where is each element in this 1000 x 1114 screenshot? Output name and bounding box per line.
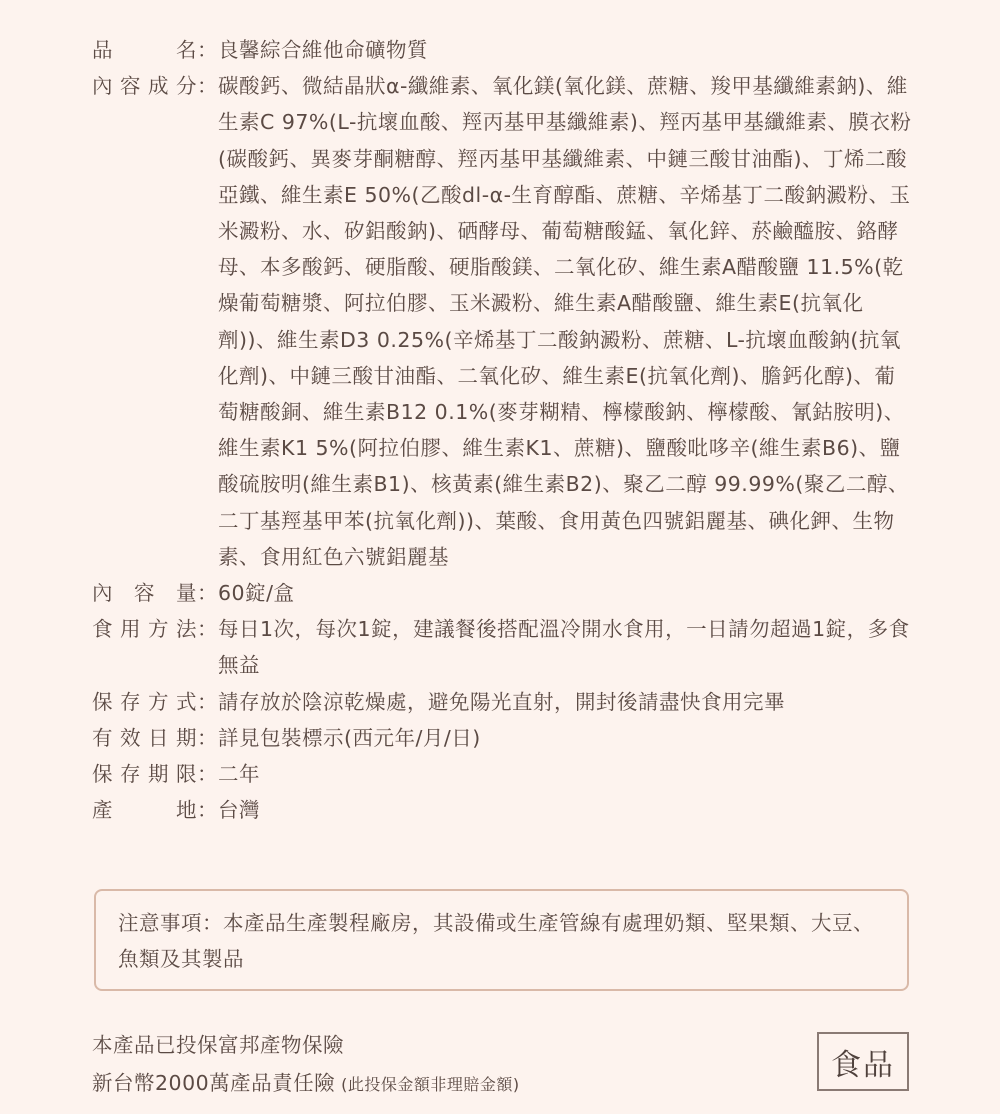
field-value: 良馨綜合維他命礦物質 (218, 38, 428, 62)
field-row: 品 名 ： 良馨綜合維他命礦物質 (92, 32, 912, 68)
field-label: 品 名 (92, 38, 197, 62)
field-label: 內 容 成 分 (92, 74, 197, 99)
insurance-line-1: 本產品已投保富邦產物保險 (92, 1033, 344, 1057)
field-row: 有 效 日 期 ： 詳見包裝標示(西元年/月/日) (92, 720, 912, 756)
field-label: 食 用 方 法 (92, 617, 197, 642)
field-label: 內 容 量 (92, 581, 197, 606)
insurance-info (92, 1026, 520, 1104)
food-category-badge: 食品 (817, 1032, 909, 1091)
field-label: 保 存 期 限 (92, 762, 197, 787)
product-info-table (92, 32, 912, 828)
field-label: 產 地 (92, 798, 197, 823)
field-value: 碳酸鈣、微結晶狀α-纖維素、氧化鎂(氧化鎂、蔗糖、羧甲基纖維素鈉)、維生素C 97%(L-抗壞血酸、羥丙基甲基纖維素)、羥丙基甲基纖維素、膜衣粉(碳酸鈣、異麥芽酮糖醇、羥丙基甲基纖維素、中鏈三酸甘油酯)、丁烯二酸亞鐵、維生素E 50%(乙酸dl-α-生育醇酯、蔗糖、辛烯基丁二酸鈉澱粉、玉米澱粉、水、矽鋁酸鈉)、硒酵母、葡萄糖酸錳、氧化鋅、菸鹼醯胺、鉻酵母、本多酸鈣、硬脂酸、硬脂酸鎂、二氧化矽、維生素A醋酸鹽 11.5%(乾燥葡萄糖漿、阿拉伯膠、玉米澱粉、維生素A醋酸鹽、維生素E(抗氧化劑))、維生素D3 0.25%(辛烯基丁二酸鈉澱粉、蔗糖、L-抗壞血酸鈉(抗氧化劑)、中鏈三酸甘油酯、二氧化矽、維生素E(抗氧化劑)、膽鈣化醇)、葡萄糖酸銅、維生素B12 0.1%(麥芽糊精、檸檬酸鈉、檸檬酸、氰鈷胺明)、維生素K1 5%(阿拉伯膠、維生素K1、蔗糖)、鹽酸吡哆辛(維生素B6)、鹽酸硫胺明(維生素B1)、核黃素(維生素B2)、聚乙二醇 99.99%(聚乙二醇、二丁基羥基甲苯(抗氧化劑))、葉酸、食用黃色四號鋁麗基、碘化鉀、生物素、食用紅色六號鋁麗基 (218, 74, 912, 569)
field-value: 60錠/盒 (218, 581, 295, 606)
field-row: 內 容 量 ： 60錠/盒 (92, 575, 912, 611)
field-row: 保 存 期 限 ： 二年 (92, 756, 912, 792)
field-value: 詳見包裝標示(西元年/月/日) (218, 725, 481, 750)
field-label: 保 存 方 式 (92, 689, 197, 714)
field-value: 台灣 (218, 798, 260, 823)
insurance-line-2: 新台幣2000萬產品責任險 (92, 1071, 336, 1095)
field-value: 請存放於陰涼乾燥處，避免陽光直射，開封後請盡快食用完畢 (218, 689, 785, 714)
insurance-note: (此投保金額非理賠金額) (341, 1075, 520, 1094)
field-row: 內 容 成 分 ： 碳酸鈣、微結晶狀α-纖維素、氧化鎂(氧化鎂、蔗糖、羧甲基纖維素鈉)、維生素C 97%(L-抗壞血酸、羥丙基甲基纖維素)、羥丙基甲基纖維素、膜衣粉(碳酸鈣、異麥芽酮糖醇、羥丙基甲基纖維素、中鏈三酸甘油酯)、丁烯二酸亞鐵、維生素E 50%(乙酸dl-α-生育醇酯、蔗糖、辛烯基丁二酸鈉澱粉、玉米澱粉、水、矽鋁酸鈉)、硒酵母、葡萄糖酸錳、氧化鋅、菸鹼醯胺、鉻酵母、本多酸鈣、硬脂酸、硬脂酸鎂、二氧化矽、維生素A醋酸鹽 11.5%(乾燥葡萄糖漿、阿拉伯膠、玉米澱粉、維生素A醋酸鹽、維生素E(抗氧化劑))、維生素D3 0.25%(辛烯基丁二酸鈉澱粉、蔗糖、L-抗壞血酸鈉(抗氧化劑)、中鏈三酸甘油酯、二氧化矽、維生素E(抗氧化劑)、膽鈣化醇)、葡萄糖酸銅、維生素B12 0.1%(麥芽糊精、檸檬酸鈉、檸檬酸、氰鈷胺明)、維生素K1 5%(阿拉伯膠、維生素K1、蔗糖)、鹽酸吡哆辛(維生素B6)、鹽酸硫胺明(維生素B1)、核黃素(維生素B2)、聚乙二醇 99.99%(聚乙二醇、二丁基羥基甲苯(抗氧化劑))、葉酸、食用黃色四號鋁麗基、碘化鉀、生物素、食用紅色六號鋁麗基 (92, 68, 912, 575)
allergen-notice-text: 注意事項：本產品生產製程廠房，其設備或生產管線有處理奶類、堅果類、大豆、魚類及其製品 (118, 911, 874, 971)
field-row: 食 用 方 法 ： 每日1次，每次1錠，建議餐後搭配溫冷開水食用，一日請勿超過1錠，多食無益 (92, 611, 912, 683)
field-value: 每日1次，每次1錠，建議餐後搭配溫冷開水食用，一日請勿超過1錠，多食無益 (218, 617, 910, 678)
field-label: 有 效 日 期 (92, 725, 197, 750)
field-row: 產 地 ： 台灣 (92, 792, 912, 828)
allergen-notice-box (94, 889, 909, 991)
field-row: 保 存 方 式 ： 請存放於陰涼乾燥處，避免陽光直射，開封後請盡快食用完畢 (92, 684, 912, 720)
field-value: 二年 (218, 762, 260, 787)
